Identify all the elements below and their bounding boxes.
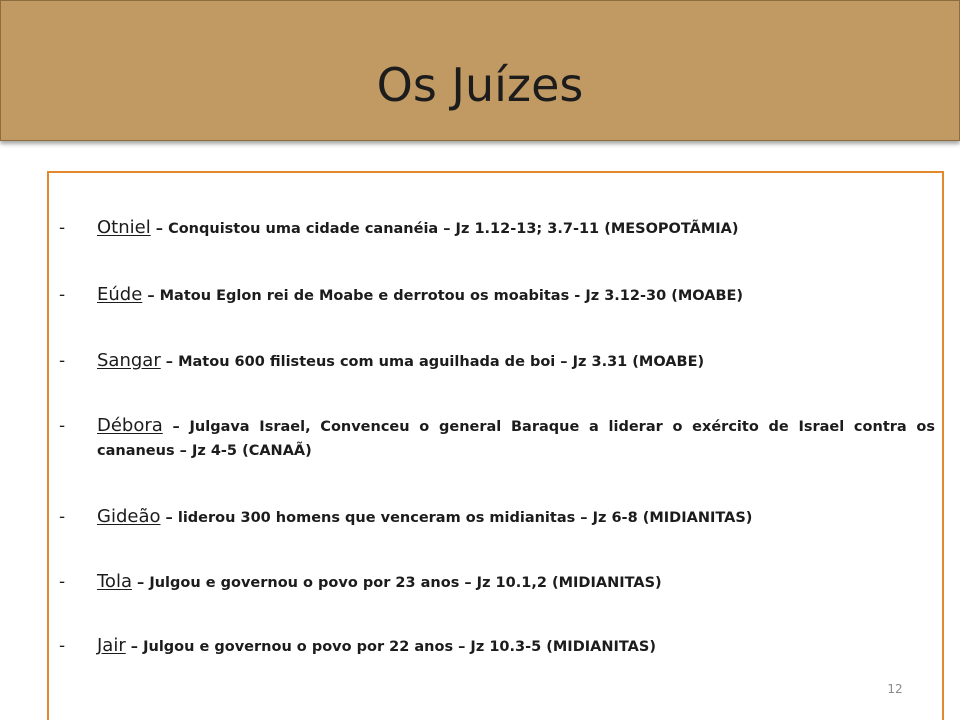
bullet-dash: - <box>59 416 66 436</box>
judge-name: Gideão <box>97 506 161 527</box>
bullet-dash: - <box>59 351 66 371</box>
slide-title: Os Juízes <box>376 58 584 112</box>
list-item-text <box>97 634 935 659</box>
judge-name: Jair <box>97 635 126 656</box>
judge-description: – Julgou e governou o povo por 22 anos – Jz 10.3-5 (MIDIANITAS) <box>125 639 656 655</box>
list-item-otniel <box>59 216 935 241</box>
judge-description: – Conquistou uma cidade cananéia – Jz 1.12-13; 3.7-11 (MESOPOTÃMIA) <box>150 221 739 237</box>
list-item-gideao <box>59 505 935 530</box>
list-item-text <box>97 283 935 308</box>
judge-name: Otniel <box>97 217 151 238</box>
list-item-text <box>97 570 935 595</box>
judge-name: Eúde <box>97 284 143 305</box>
list-item-text <box>97 414 935 463</box>
list-item-eude <box>59 283 935 308</box>
bullet-dash: - <box>59 218 66 238</box>
judge-name: Sangar <box>97 350 161 371</box>
judge-name: Débora <box>97 415 163 436</box>
list-item-text <box>97 216 935 241</box>
judges-list-box <box>47 171 944 720</box>
list-item-text <box>97 349 935 374</box>
judge-description: – Matou 600 filisteus com uma aguilhada de boi – Jz 3.31 (MOABE) <box>160 354 705 370</box>
judge-name: Tola <box>97 571 132 592</box>
bullet-dash: - <box>59 636 66 656</box>
judge-description: – liderou 300 homens que venceram os midianitas – Jz 6-8 (MIDIANITAS) <box>160 510 753 526</box>
bullet-dash: - <box>59 507 66 527</box>
title-bar <box>0 0 960 141</box>
judge-description: – Matou Eglon rei de Moabe e derrotou os moabitas - Jz 3.12-30 (MOABE) <box>142 288 744 304</box>
page-number: 12 <box>887 682 903 696</box>
list-item-text <box>97 505 935 530</box>
list-item-sangar <box>59 349 935 374</box>
judge-description: – Julgava Israel, Convenceu o general Baraque a liderar o exército de Israel contra os cananeus – Jz 4-5 (CANAÃ) <box>97 419 935 459</box>
judge-description: – Julgou e governou o povo por 23 anos – Jz 10.1,2 (MIDIANITAS) <box>131 575 662 591</box>
list-item-tola <box>59 570 935 595</box>
bullet-dash: - <box>59 572 66 592</box>
list-item-jair <box>59 634 935 659</box>
list-item-debora <box>59 414 935 463</box>
bullet-dash: - <box>59 285 66 305</box>
